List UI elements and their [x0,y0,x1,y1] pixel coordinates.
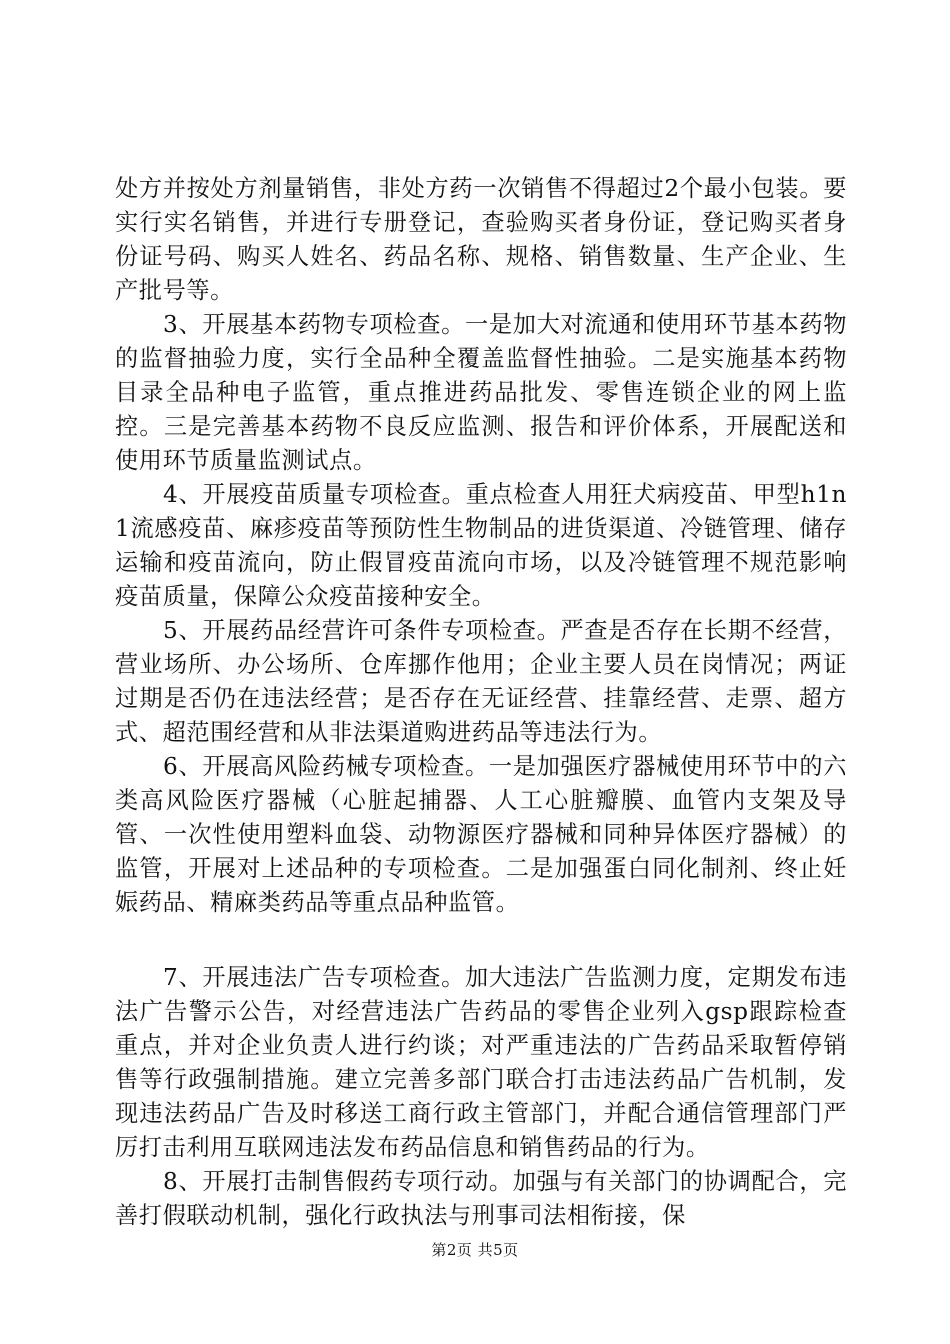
page-footer: 第2页 共5页 [431,1241,519,1259]
document-body [115,172,847,1233]
paragraph-item-8: 8、开展打击制售假药专项行动。加强与有关部门的协调配合，完善打假联动机制，强化行政执法与刑事司法相衔接，保 [115,1168,847,1229]
paragraph-item-5: 5、开展药品经营许可条件专项检查。严查是否存在长期不经营，营业场所、办公场所、仓库挪作他用；企业主要人员在岗情况；两证过期是否仍在违法经营；是否存在无证经营、挂靠经营、走票、超方式、超范围经营和从非法渠道购进药品等违法行为。 [115,617,847,746]
paragraph-item-3: 3、开展基本药物专项检查。一是加大对流通和使用环节基本药物的监督抽验力度，实行全品种全覆盖监督性抽验。二是实施基本药物目录全品种电子监管，重点推进药品批发、零售连锁企业的网上监控。三是完善基本药物不良反应监测、报告和评价体系，开展配送和使用环节质量监测试点。 [115,311,847,474]
paragraph-continuation: 处方并按处方剂量销售，非处方药一次销售不得超过2个最小包装。要实行实名销售，并进行专册登记，查验购买者身份证，登记购买者身份证号码、购买人姓名、药品名称、规格、销售数量、生产企业、生产批号等。 [115,175,847,304]
paragraph-item-4: 4、开展疫苗质量专项检查。重点检查人用狂犬病疫苗、甲型h1n1流感疫苗、麻疹疫苗等预防性生物制品的进货渠道、冷链管理、储存运输和疫苗流向，防止假冒疫苗流向市场，以及冷链管理不规范影响疫苗质量，保障公众疫苗接种安全。 [115,481,847,610]
paragraph-item-6: 6、开展高风险药械专项检查。一是加强医疗器械使用环节中的六类高风险医疗器械（心脏起捕器、人工心脏瓣膜、血管内支架及导管、一次性使用塑料血袋、动物源医疗器械和同种异体医疗器械）的监管，开展对上述品种的专项检查。二是加强蛋白同化制剂、终止妊娠药品、精麻类药品等重点品种监管。 [115,753,847,916]
paragraph-item-7: 7、开展违法广告专项检查。加大违法广告监测力度，定期发布违法广告警示公告，对经营违法广告药品的零售企业列入gsp跟踪检查重点，并对企业负责人进行约谈；对严重违法的广告药品采取暂停销售等行政强制措施。建立完善多部门联合打击违法药品广告机制，发现违法药品广告及时移送工商行政主管部门，并配合通信管理部门严厉打击利用互联网违法发布药品信息和销售药品的行为。 [115,964,847,1161]
